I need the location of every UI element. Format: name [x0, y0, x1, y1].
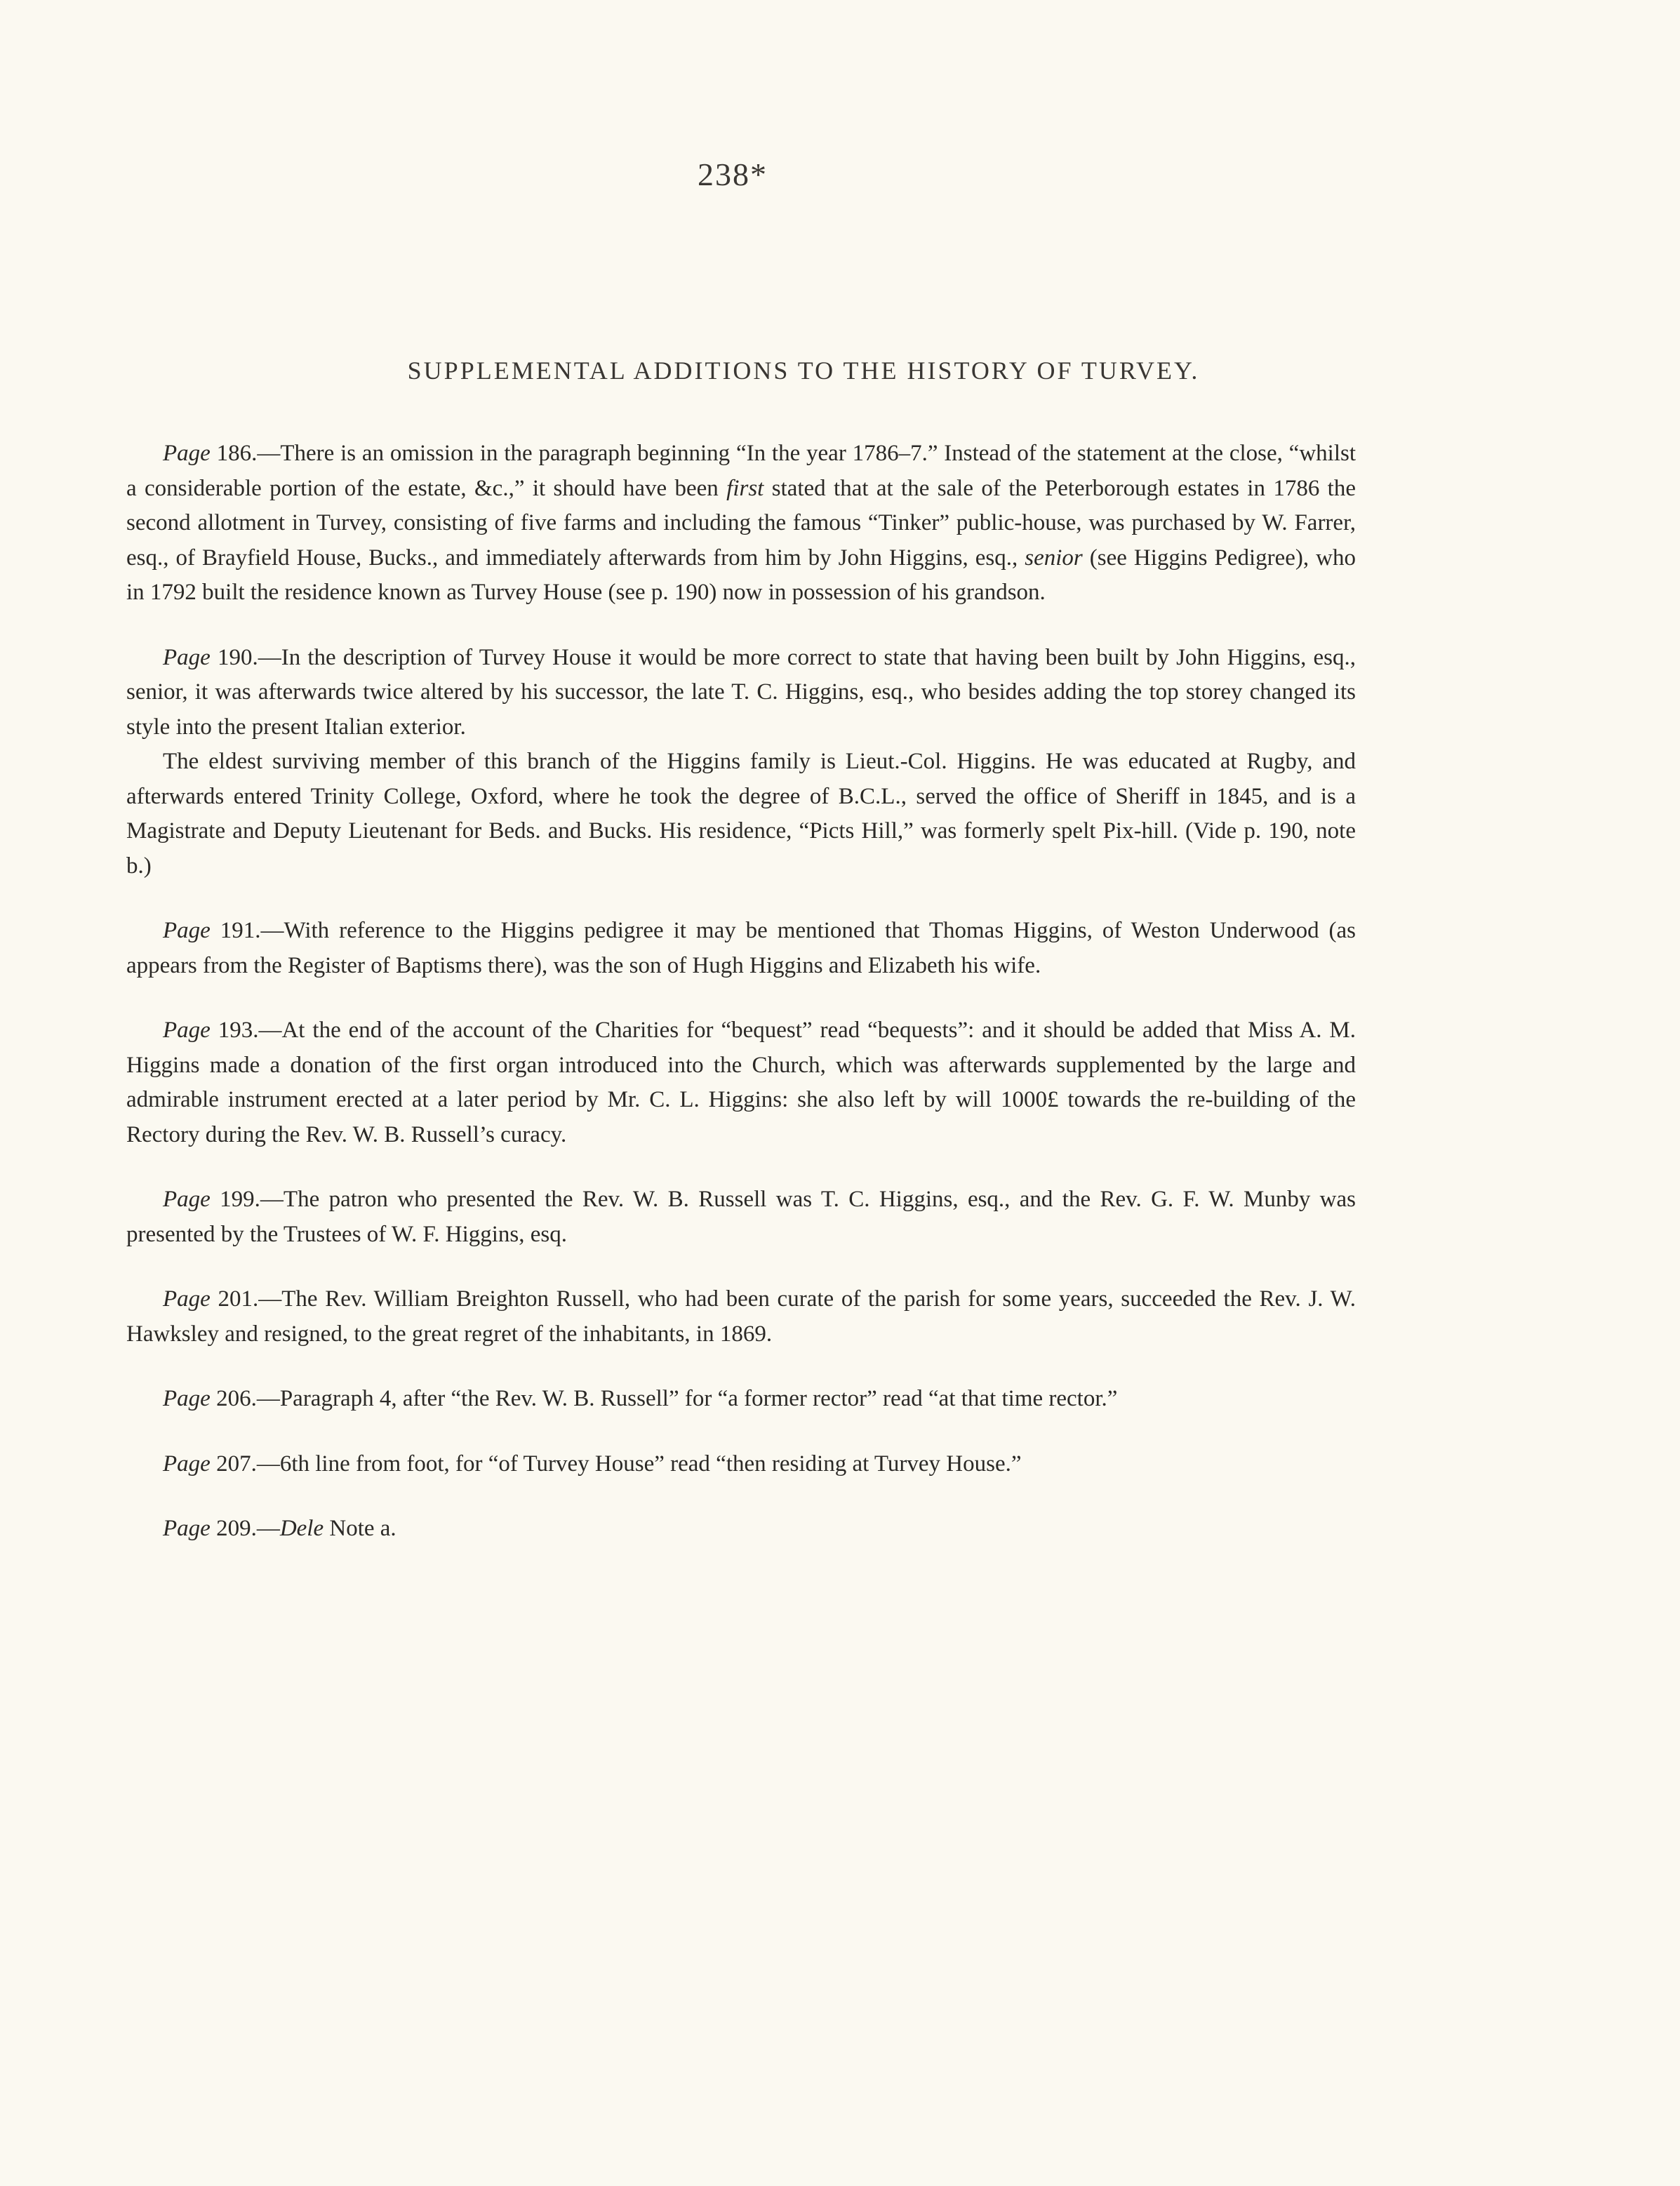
entry-page-207 — [126, 1447, 1356, 1482]
entry-emphasis: Dele — [279, 1516, 324, 1541]
entry-page-190-continued — [126, 745, 1356, 884]
entry-text: 201.—The Rev. William Breighton Russell, who had been curate of the parish for some years, succeeded the Rev. J. W. Hawksley and resigned, to the great regret of the inhabitants, in 1869. — [126, 1286, 1356, 1347]
entry-emphasis: first — [726, 475, 764, 501]
entry-label: Page — [163, 1451, 211, 1477]
entry-page-206 — [126, 1382, 1356, 1417]
entry-text: (see Higgins Pedigree), who in 1792 built the residence known as Turvey House (see p. 190) now in possession of his grandson. — [126, 545, 1356, 605]
entry-label: Page — [163, 1516, 211, 1541]
entry-text: 209.— — [210, 1516, 280, 1541]
entry-label: Page — [163, 1018, 211, 1043]
entry-label: Page — [163, 1286, 211, 1312]
entry-text: 190.—In the description of Turvey House it would be more correct to state that having been built by John Higgins, esq., senior, it was afterwards twice altered by his successor, the late T. C. Higgins, esq., who besides adding the top storey changed its style into the present Italian exterior. — [126, 644, 1356, 740]
entry-page-191 — [126, 914, 1356, 983]
entry-text: stated that at the sale of the Peterborough estates in 1786 the second allotment in Turvey, consisting of five farms and including the famous “Tinker” public-house, was purchased by W. Farrer, esq., of Brayfield House, Bucks., and immediately afterwards from him by John Higgins, esq., — [126, 475, 1356, 571]
entry-label: Page — [163, 1187, 211, 1212]
entry-text: 186.—There is an omission in the paragraph beginning “In the year 1786–7.” Instead of the statement at the close, “whilst a considerable portion of the estate, &c.,” it should have been — [126, 441, 1356, 501]
entry-page-190 — [126, 641, 1356, 745]
entry-text: 199.—The patron who presented the Rev. W. B. Russell was T. C. Higgins, esq., and the Rev. G. F. W. Munby was presented by the Trustees of W. F. Higgins, esq. — [126, 1187, 1356, 1247]
entry-emphasis: senior — [1025, 545, 1083, 571]
entry-page-201 — [126, 1282, 1356, 1352]
entry-label: Page — [163, 918, 211, 943]
entry-text: 206.—Paragraph 4, after “the Rev. W. B. Russell” for “a former rector” read “at that time rector.” — [210, 1386, 1118, 1411]
entry-label: Page — [163, 1386, 211, 1411]
entry-label: Page — [163, 644, 211, 670]
page-number: 238* — [698, 156, 768, 192]
entry-text: 191.—With reference to the Higgins pedigree it may be mentioned that Thomas Higgins, of Weston Underwood (as appears from the Register of Baptisms there), was the son of Hugh Higgins and Elizabeth his wife. — [126, 918, 1356, 978]
entry-text: 207.—6th line from foot, for “of Turvey House” read “then residing at Turvey House.” — [210, 1451, 1022, 1477]
entry-page-199 — [126, 1182, 1356, 1252]
entry-text: 193.—At the end of the account of the Charities for “bequest” read “bequests”: and it should be added that Miss A. M. Higgins made a donation of the first organ introduced into the Church, which was afterwards supplemented by the large and admirable instrument erected at a later period by Mr. C. L. Higgins: she also left by will 1000£ towards the re-building of the Rectory during the Rev. W. B. Russell’s curacy. — [126, 1018, 1356, 1147]
entry-page-186 — [126, 436, 1356, 611]
entry-text: The eldest surviving member of this branch of the Higgins family is Lieut.-Col. Higgins. He was educated at Rugby, and afterwards entered Trinity College, Oxford, where he took the degree of B.C.L., served the office of Sheriff in 1845, and is a Magistrate and Deputy Lieutenant for Beds. and Bucks. His residence, “Picts Hill,” was formerly spelt Pix-hill. (Vide p. 190, note b.) — [126, 749, 1356, 879]
entry-text: Note a. — [324, 1516, 396, 1541]
entry-label: Page — [163, 441, 211, 466]
body-text — [126, 436, 1356, 1577]
page-heading: SUPPLEMENTAL ADDITIONS TO THE HISTORY OF TURVEY. — [407, 356, 1200, 385]
entry-page-209 — [126, 1512, 1356, 1547]
entry-page-193 — [126, 1013, 1356, 1152]
